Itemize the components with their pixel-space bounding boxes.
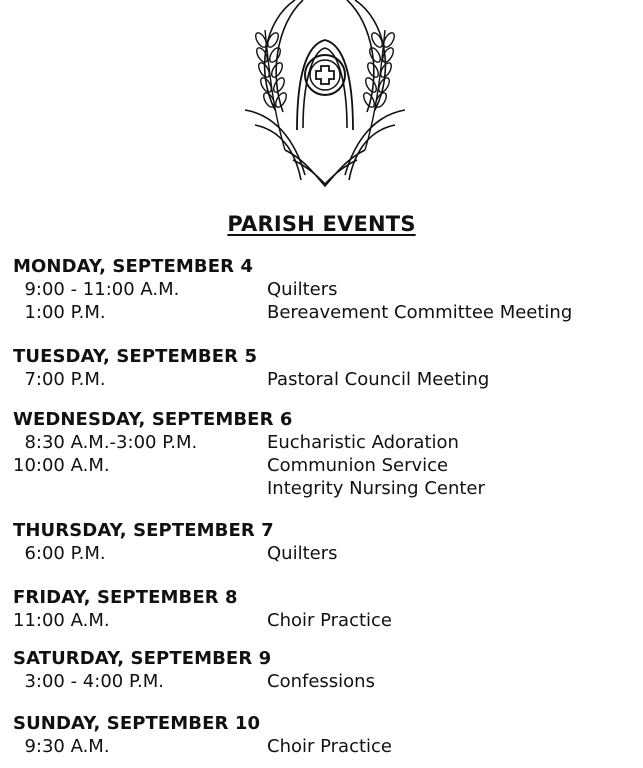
day-heading: MONDAY, SEPTEMBER 4 (13, 256, 254, 277)
day-heading: TUESDAY, SEPTEMBER 5 (13, 346, 258, 367)
day-heading: SATURDAY, SEPTEMBER 9 (13, 648, 272, 669)
event-desc: Eucharistic Adoration (267, 432, 459, 453)
event-time: 8:30 A.M.-3:00 P.M. (13, 432, 198, 453)
wheat-host-emblem-icon (235, 0, 415, 190)
event-row (13, 278, 633, 301)
day-tuesday (13, 346, 633, 391)
event-row (13, 670, 633, 693)
day-friday (13, 587, 633, 632)
event-time: 9:30 A.M. (13, 736, 110, 757)
page-title: PARISH EVENTS (227, 212, 416, 236)
event-row (13, 735, 633, 758)
event-row (13, 477, 633, 500)
event-desc: Quilters (267, 543, 338, 564)
event-row (13, 368, 633, 391)
day-wednesday (13, 409, 633, 500)
events-list (13, 256, 633, 758)
event-time: 10:00 A.M. (13, 455, 110, 476)
day-sunday (13, 713, 633, 758)
day-heading: WEDNESDAY, SEPTEMBER 6 (13, 409, 293, 430)
event-time: 9:00 - 11:00 A.M. (13, 279, 180, 300)
event-desc: Integrity Nursing Center (267, 478, 485, 499)
event-row (13, 454, 633, 477)
event-desc: Choir Practice (267, 736, 393, 757)
event-desc: Confessions (267, 671, 375, 692)
event-desc: Pastoral Council Meeting (267, 369, 490, 390)
event-desc: Choir Practice (267, 610, 393, 631)
day-heading: THURSDAY, SEPTEMBER 7 (13, 520, 274, 541)
day-saturday (13, 648, 633, 693)
event-time (13, 477, 267, 500)
day-heading: SUNDAY, SEPTEMBER 10 (13, 713, 261, 734)
event-time: 3:00 - 4:00 P.M. (13, 671, 164, 692)
event-row (13, 609, 633, 632)
event-row (13, 301, 633, 324)
event-row (13, 431, 633, 454)
event-desc: Communion Service (267, 455, 449, 476)
event-desc: Bereavement Committee Meeting (267, 302, 573, 323)
event-desc: Quilters (267, 279, 338, 300)
day-heading: FRIDAY, SEPTEMBER 8 (13, 587, 238, 608)
event-time: 6:00 P.M. (13, 543, 106, 564)
event-time: 1:00 P.M. (13, 302, 106, 323)
event-row (13, 542, 633, 565)
event-time: 11:00 A.M. (13, 610, 110, 631)
day-thursday (13, 520, 633, 565)
day-monday (13, 256, 633, 324)
event-time: 7:00 P.M. (13, 369, 106, 390)
